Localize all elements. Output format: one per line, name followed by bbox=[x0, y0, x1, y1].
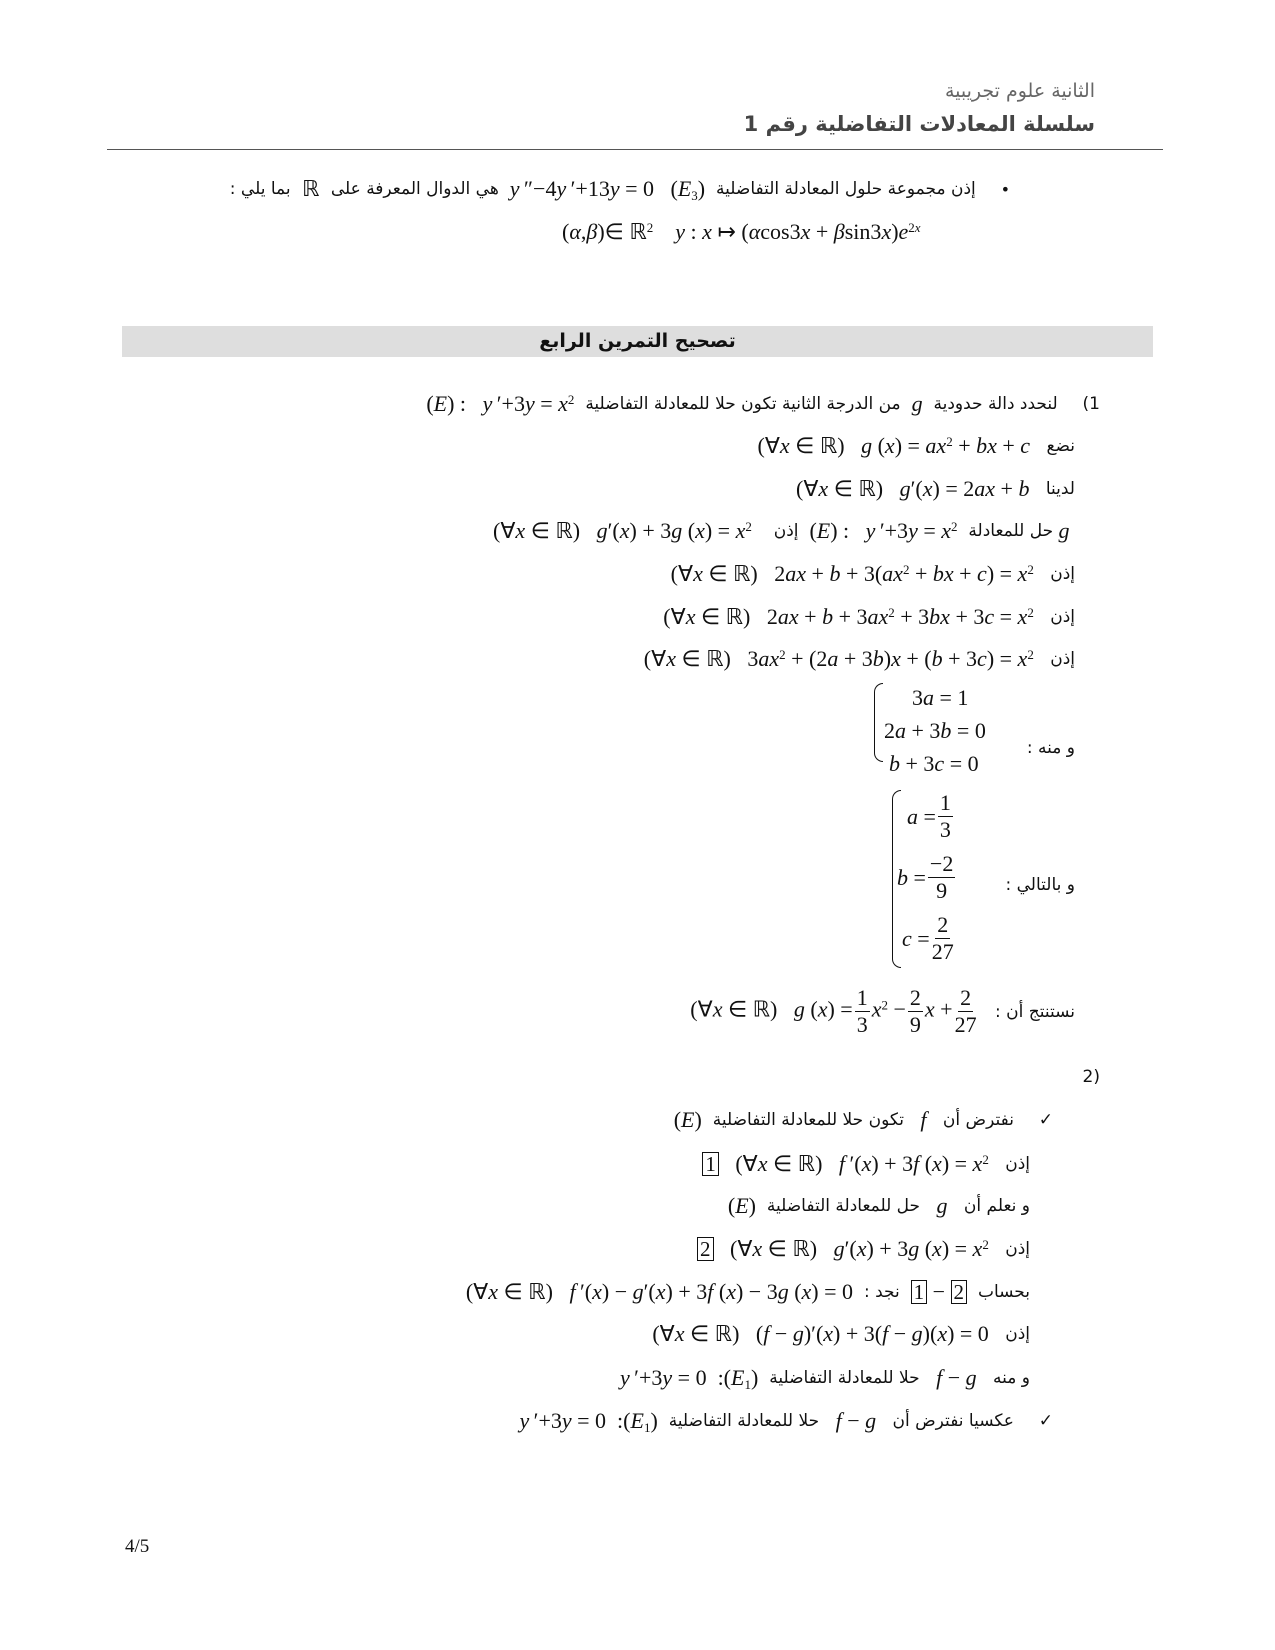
checkmark-icon-2: ✓ bbox=[1038, 1411, 1053, 1431]
page-title: سلسلة المعادلات التفاضلية رقم 1 bbox=[743, 112, 1095, 136]
q2-line-3 bbox=[722, 1193, 1030, 1219]
q1-nastantij: نستنتج أن : bbox=[994, 1001, 1075, 1022]
q1-g-definition: (∀x ∈ ℝ) g $(x) = ax^2$ + bx + c bbox=[752, 433, 1031, 458]
intro-equation: y ″−4y ′+13y = 0 $(E_3)$ bbox=[509, 176, 711, 203]
section-title: تصحيح التمرين الرابع bbox=[539, 330, 736, 352]
q2-line-4 bbox=[686, 1236, 1030, 1262]
q2-suppose: نفترض أن bbox=[942, 1110, 1014, 1130]
q1-wa-bittali bbox=[1006, 875, 1076, 895]
g-frac2-num: 2 bbox=[909, 985, 921, 1010]
q1-line-7 bbox=[633, 646, 1075, 672]
g-frac2-den: 9 bbox=[909, 1012, 921, 1037]
equation-label-1: 1 bbox=[702, 1152, 719, 1176]
q2-line-1 bbox=[668, 1107, 1053, 1133]
g-frac1-num: 1 bbox=[856, 985, 868, 1010]
q1-idhan-4: إذن bbox=[1050, 649, 1075, 669]
q1-expanded-1: (∀x ∈ ℝ) $2ax + b + 3(ax^2$ + bx + $c) = x^2$ bbox=[659, 561, 1034, 586]
q1-line-4 bbox=[482, 518, 1075, 544]
header-subtitle: الثانية علوم تجريبية bbox=[944, 80, 1095, 102]
q2-var-g: g bbox=[936, 1193, 948, 1218]
frac-c-num: 2 bbox=[937, 912, 949, 937]
q2-f-equation: 1 (∀x ∈ ℝ) f ′(x) + 3f $(x) = x^2$ bbox=[691, 1151, 999, 1177]
equation-ref-2: 2 bbox=[951, 1280, 968, 1304]
q2-wa-minhu: و منه bbox=[993, 1368, 1030, 1388]
q2-line-8 bbox=[508, 1408, 1053, 1434]
q1-line-2 bbox=[752, 433, 1075, 459]
intro-text-a: إذن مجموعة حلول المعادلة التفاضلية bbox=[716, 179, 976, 199]
q1-hall: حل للمعادلة bbox=[968, 521, 1054, 541]
q1-line-5 bbox=[660, 561, 1075, 587]
q1-equation-E: (E) : y $'+3y = x^2$ bbox=[420, 391, 575, 416]
intro-text-c: بما يلي : bbox=[229, 179, 291, 199]
system-brace-1 bbox=[874, 683, 883, 762]
intro-solution-formula: (α,β)∈ ℝ$^2$ y : x ↦ $(\alpha\cos 3x + \beta\sin 3x)e^{2x}$ bbox=[562, 219, 921, 244]
real-set-symbol: ℝ bbox=[302, 176, 320, 201]
q2-f-minus-g-2: f − g bbox=[835, 1408, 877, 1433]
q1-nda: نضع bbox=[1046, 436, 1075, 456]
q2-line-6 bbox=[641, 1321, 1030, 1347]
q1-wa-bittali-label: و بالتالي : bbox=[1005, 875, 1075, 895]
g-frac3-den: 27 bbox=[954, 1012, 977, 1037]
q2-bihisab: بحساب bbox=[977, 1282, 1030, 1302]
q2-var-f: f bbox=[920, 1107, 927, 1132]
intro-line bbox=[230, 176, 1010, 202]
q1-text-2: من الدرجة الثانية تكون حلا للمعادلة التفاضلية bbox=[585, 394, 901, 414]
q2-line-5 bbox=[455, 1279, 1030, 1305]
q2-takun: تكون حلا للمعادلة التفاضلية bbox=[712, 1110, 904, 1130]
q1-number: 1) bbox=[1082, 394, 1100, 414]
q1-grouped: (∀x ∈ ℝ) $3ax^2 + (2a + 3b)x + (b + 3c) = x^2$ bbox=[632, 646, 1034, 671]
q1-idhan-3: إذن bbox=[1050, 607, 1075, 627]
q2-f-minus-g: f − g bbox=[936, 1365, 977, 1390]
q2-E: (E) bbox=[668, 1107, 708, 1132]
page-number: 4/5 bbox=[125, 1536, 150, 1557]
solution-b: b = $\frac{-2}{9}$ bbox=[897, 851, 954, 903]
frac-a-den: 3 bbox=[939, 817, 951, 842]
checkmark-icon: ✓ bbox=[1038, 1110, 1053, 1130]
q1-wa-minhu bbox=[1027, 738, 1075, 758]
system-eq-1: 3a = 1 bbox=[912, 685, 969, 710]
solution-a: a = $\frac{1}{3}$ bbox=[907, 790, 951, 842]
q1-g-derivative: (∀x ∈ ℝ) g′(x) = 2ax + b bbox=[790, 476, 1030, 501]
g-frac1-den: 3 bbox=[856, 1012, 868, 1037]
solution-c: c = $\frac{2}{27}$ bbox=[902, 912, 954, 964]
q2-idhan-1: إذن bbox=[1005, 1154, 1030, 1174]
q2-idhan-3: إذن bbox=[1005, 1324, 1030, 1344]
q1-line-3 bbox=[791, 476, 1075, 502]
q1-line-1 bbox=[421, 391, 1100, 417]
q2-halla-2: حلا للمعادلة التفاضلية bbox=[668, 1411, 820, 1431]
q2-box-difference: 1 − 2 bbox=[905, 1279, 972, 1305]
q1-expanded-2: (∀x ∈ ℝ) $2ax + b + 3ax^2 + 3bx + 3c = x^2$ bbox=[652, 604, 1034, 629]
q2-number-label: (2 bbox=[1082, 1067, 1100, 1087]
q2-E1: y ′+3y = 0 $:(E_1)$ bbox=[620, 1365, 764, 1392]
q1-line-6 bbox=[652, 604, 1075, 630]
q1-conclusion bbox=[679, 985, 1075, 1038]
q2-difference-equation: (∀x ∈ ℝ) f ′(x) − g′(x) + 3f (x) − 3g (x) = 0 bbox=[454, 1279, 859, 1304]
section-header bbox=[122, 326, 1153, 357]
q1-E-repeat: (E) : y $'+3y = x^2$ bbox=[803, 518, 958, 543]
frac-b-num: −2 bbox=[929, 851, 954, 876]
g-frac3-num: 2 bbox=[960, 985, 972, 1010]
q2-line-2 bbox=[691, 1151, 1030, 1177]
q2-aksiyan: عكسيا نفترض أن bbox=[892, 1411, 1014, 1431]
q2-E-2: (E) bbox=[722, 1193, 762, 1218]
q1-substitution: (∀x ∈ ℝ) g′(x) + 3g $(x) = x^2$ bbox=[482, 518, 752, 543]
q1-text-1: لنحدد دالة حدودية bbox=[933, 394, 1058, 414]
q2-hall: حل للمعادلة التفاضلية bbox=[766, 1196, 921, 1216]
system-eq-3: b + 3c = 0 bbox=[889, 751, 979, 776]
bullet-icon: • bbox=[1000, 179, 1010, 199]
q2-line-7 bbox=[609, 1365, 1030, 1391]
header-divider bbox=[107, 149, 1163, 150]
equation-label-2: 2 bbox=[697, 1237, 714, 1261]
q2-halla: حلا للمعادلة التفاضلية bbox=[769, 1368, 920, 1388]
q2-fg-equation: (∀x ∈ ℝ) (f − g)′(x) + 3(f − g)(x) = 0 bbox=[641, 1321, 1000, 1346]
q1-idhan-2: إذن bbox=[1050, 564, 1075, 584]
system-eq-2: 2a + 3b = 0 bbox=[884, 718, 986, 743]
q2-najid: نجد : bbox=[863, 1282, 900, 1302]
intro-text-b: هي الدوال المعرفة على bbox=[330, 179, 499, 199]
q2-g-equation: 2 (∀x ∈ ℝ) g′(x) + 3g $(x) = x^2$ bbox=[686, 1236, 1000, 1262]
frac-b-den: 9 bbox=[936, 878, 948, 903]
q1-var-g: g bbox=[911, 391, 923, 416]
q2-idhan-2: إذن bbox=[1005, 1239, 1030, 1259]
q2-number bbox=[1083, 1067, 1100, 1087]
q1-ladayna: لدينا bbox=[1045, 479, 1075, 499]
equation-ref-1: 1 bbox=[911, 1280, 928, 1304]
q1-wa-minhu-label: و منه : bbox=[1026, 738, 1075, 758]
q2-wa-naalam: و نعلم أن bbox=[963, 1196, 1030, 1216]
frac-a-num: 1 bbox=[939, 790, 951, 815]
frac-c-den: 27 bbox=[931, 939, 954, 964]
q2-E1-2: y ′+3y = 0 $:(E_1)$ bbox=[519, 1408, 664, 1435]
q1-var-g-2: g bbox=[1058, 518, 1070, 543]
q1-idhan-1: إذن bbox=[773, 521, 799, 541]
q1-g-final: (∀x ∈ ℝ) g (x) = $\frac{1}{3}$ $x^2$ − $\frac{2}{9}$ x + $\frac{2}{27}$ bbox=[679, 985, 977, 1037]
